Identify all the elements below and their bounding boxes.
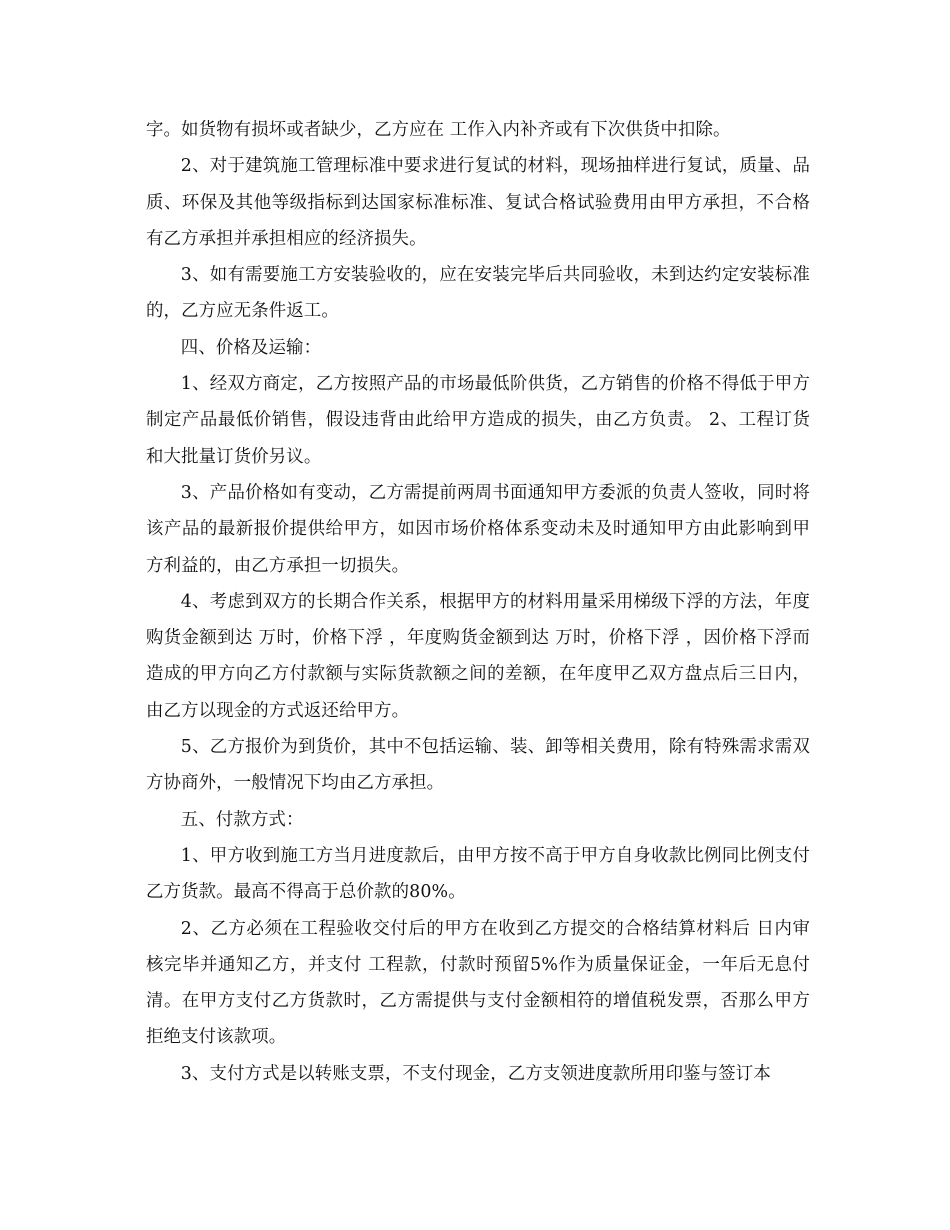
paragraph-continuation: 字。如货物有损坏或者缺少，乙方应在 工作入内补齐或有下次供货中扣除。 bbox=[146, 120, 731, 140]
paragraph-payment-item-1: 1、甲方收到施工方当月进度款后，由甲方按不高于甲方自身收款比例同比例支付乙方货款。最高不得高于总价款的80%。 bbox=[146, 845, 810, 903]
document-body bbox=[146, 112, 810, 1092]
paragraph-price-item-4: 4、考虑到双方的长期合作关系，根据甲方的材料用量采用梯级下浮的方法，年度购货金额到达 万时，价格下浮 ，年度购货金额到达 万时，价格下浮 ，因价格下浮而造成的甲方向乙方付款额与实际货款额之间的差额，在年度甲乙双方盘点后三日内，由乙方以现金的方式返还给甲方。 bbox=[146, 591, 810, 721]
paragraph-payment-item-3: 3、支付方式是以转账支票，不支付现金，乙方支领进度款所用印鉴与签订本 bbox=[180, 1063, 771, 1084]
paragraph-price-item-5: 5、乙方报价为到货价，其中不包括运输、装、卸等相关费用，除有特殊需求需双方协商外，一般情况下均由乙方承担。 bbox=[146, 737, 810, 794]
section-heading-payment: 五、付款方式： bbox=[180, 809, 304, 830]
paragraph-item-2-retest: 2、对于建筑施工管理标准中要求进行复试的材料，现场抽样进行复试，质量、品质、环保及其他等级指标到达国家标准标准、复试合格试验费用由甲方承担，不合格有乙方承担并承担相应的经济损失。 bbox=[146, 156, 810, 249]
paragraph-price-item-3: 3、产品价格如有变动，乙方需提前两周书面通知甲方委派的负责人签收，同时将该产品的最新报价提供给甲方，如因市场价格体系变动未及时通知甲方由此影响到甲方利益的，由乙方承担一切损失。 bbox=[146, 482, 810, 576]
paragraph-item-3-installation: 3、如有需要施工方安装验收的，应在安装完毕后共同验收，未到达约定安装标准的，乙方应无条件返工。 bbox=[146, 265, 810, 322]
paragraph-payment-item-2: 2、乙方必须在工程验收交付后的甲方在收到乙方提交的合格结算材料后 日内审核完毕并通知乙方，并支付 工程款，付款时预留5%作为质量保证金，一年后无息付清。在甲方支付乙方货款时，乙方需提供与支付金额相符的增值税发票，否那么甲方拒绝支付该款项。 bbox=[146, 918, 810, 1048]
section-heading-price-transport: 四、价格及运输： bbox=[180, 337, 322, 358]
paragraph-price-item-1: 1、经双方商定，乙方按照产品的市场最低阶供货，乙方销售的价格不得低于甲方制定产品最低价销售，假设违背由此给甲方造成的损失，由乙方负责。 2、工程订货和大批量订货价另议。 bbox=[146, 374, 810, 467]
